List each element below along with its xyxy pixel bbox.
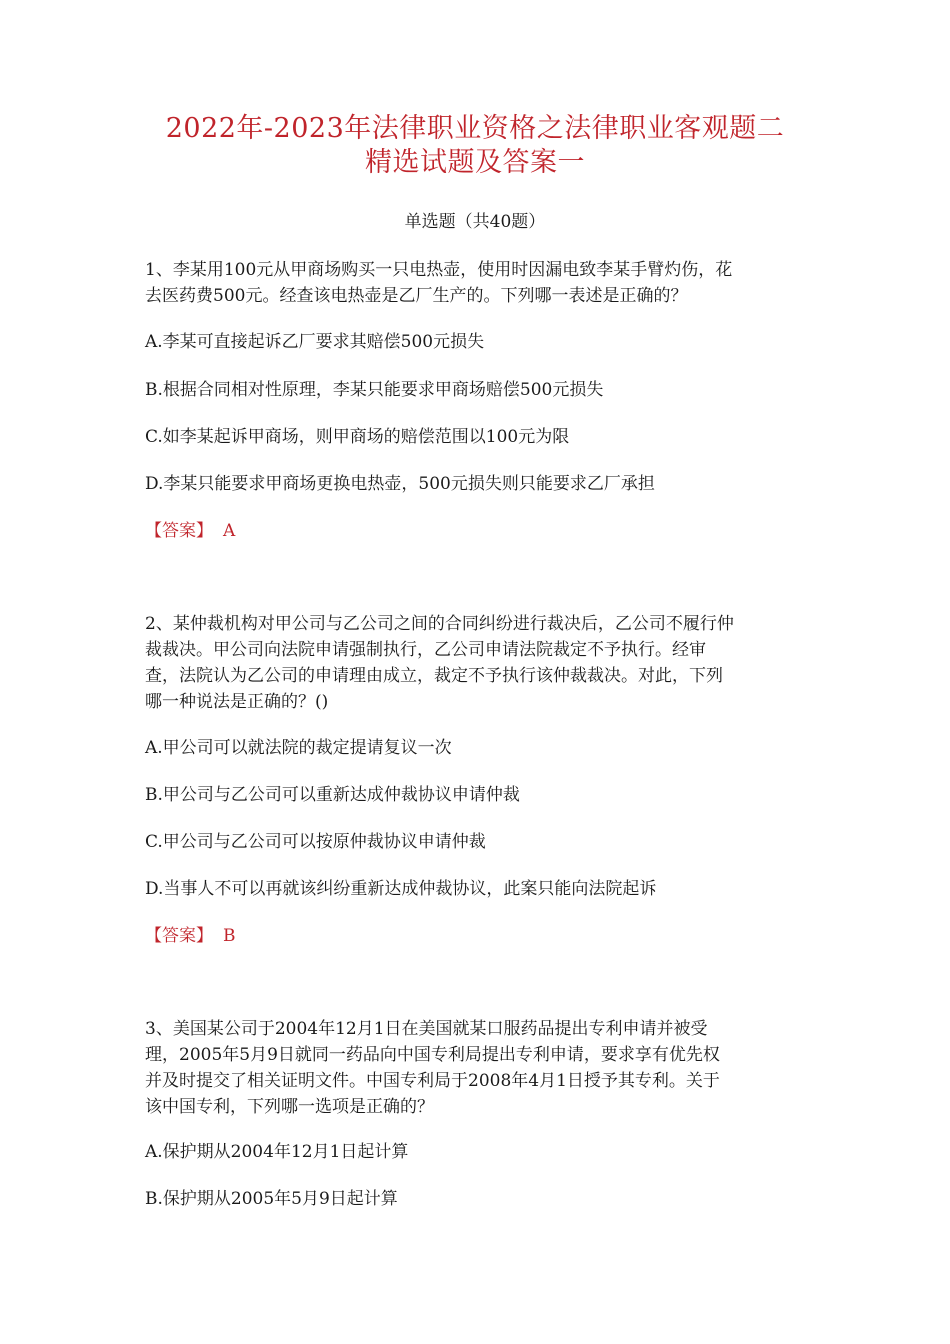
- answer-label: 【答案】: [145, 521, 213, 541]
- question-2-stem-line-4: 哪一种说法是正确的？(): [145, 692, 329, 712]
- question-1-stem-line-1: 1、李某用100元从甲商场购买一只电热壶，使用时因漏电致李某手臂灼伤，花: [145, 260, 733, 280]
- question-1-option-b: B.根据合同相对性原理，李某只能要求甲商场赔偿500元损失: [145, 380, 604, 400]
- question-2-answer: [145, 924, 817, 948]
- question-1-option-a: A.李某可直接起诉乙厂要求其赔偿500元损失: [145, 332, 485, 352]
- question-1-stem-line-2: 去医药费500元。经查该电热壶是乙厂生产的。下列哪一表述是正确的？: [145, 286, 688, 306]
- question-3-stem-line-2: 理，2005年5月9日就同一药品向中国专利局提出专利申请，要求享有优先权: [145, 1045, 720, 1065]
- question-3-option-a: A.保护期从2004年12月1日起计算: [145, 1142, 409, 1162]
- question-3-option-b: B.保护期从2005年5月9日起计算: [145, 1189, 398, 1209]
- question-1-answer: [145, 519, 817, 543]
- document-title-line-2: 精选试题及答案一: [365, 147, 585, 178]
- section-heading: 单选题（共40题）: [404, 212, 546, 232]
- question-2-option-d: D.当事人不可以再就该纠纷重新达成仲裁协议，此案只能向法院起诉: [145, 879, 657, 899]
- question-3-stem-line-1: 3、美国某公司于2004年12月1日在美国就某口服药品提出专利申请并被受: [145, 1019, 708, 1039]
- question-3-stem-line-4: 该中国专利，下列哪一选项是正确的？: [145, 1097, 434, 1117]
- answer-value: B: [223, 926, 236, 946]
- question-2-stem-line-3: 查，法院认为乙公司的申请理由成立，裁定不予执行该仲裁裁决。对此，下列: [145, 666, 723, 686]
- question-2-option-c: C.甲公司与乙公司可以按原仲裁协议申请仲裁: [145, 832, 486, 852]
- question-1-option-d: D.李某只能要求甲商场更换电热壶，500元损失则只能要求乙厂承担: [145, 474, 655, 494]
- question-2-stem-line-1: 2、某仲裁机构对甲公司与乙公司之间的合同纠纷进行裁决后，乙公司不履行仲: [145, 614, 734, 634]
- question-2-option-a: A.甲公司可以就法院的裁定提请复议一次: [145, 738, 452, 758]
- answer-value: A: [223, 521, 236, 541]
- question-2-stem-line-2: 裁裁决。甲公司向法院申请强制执行，乙公司申请法院裁定不予执行。经审: [145, 640, 706, 660]
- document-title-line-1: 2022年-2023年法律职业资格之法律职业客观题二: [165, 113, 785, 144]
- question-3-stem-line-3: 并及时提交了相关证明文件。中国专利局于2008年4月1日授予其专利。关于: [145, 1071, 720, 1091]
- question-1-option-c: C.如李某起诉甲商场，则甲商场的赔偿范围以100元为限: [145, 427, 570, 447]
- question-2-option-b: B.甲公司与乙公司可以重新达成仲裁协议申请仲裁: [145, 785, 520, 805]
- answer-label: 【答案】: [145, 926, 213, 946]
